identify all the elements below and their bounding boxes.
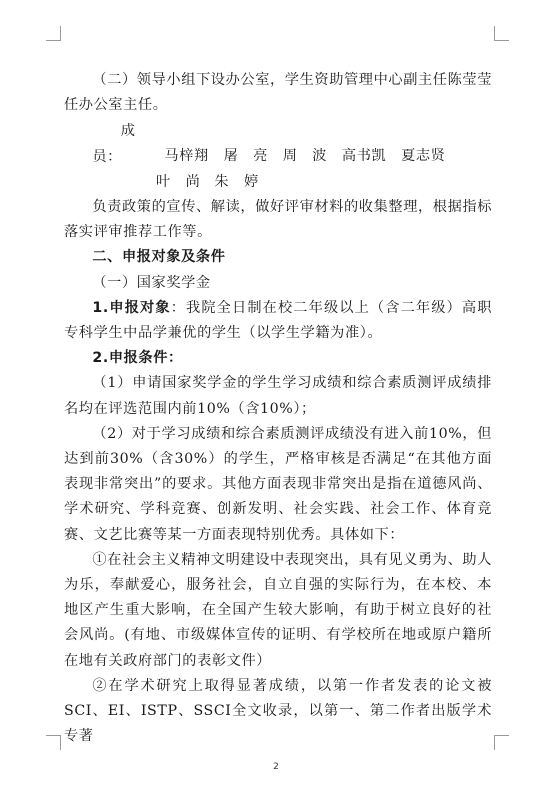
members-label: 成 员： (92, 123, 151, 165)
member-name: 马梓翔 (164, 148, 209, 165)
item-1: ①在社会主义精神文明建设中表现突出，具有见义勇为、助人为乐，奉献爱心，服务社会，自立自强的实际行为，在本校、本地区产生重大影响，在全国产生较大影响，有助于树立良好的社会风尚。(有地、市级媒体宣传的证明、有学校所在地或原户籍所在地有关政府部门的表彰文件） (64, 551, 492, 669)
crop-mark-bottom-left (46, 735, 61, 750)
member-name: 夏志贤 (401, 148, 446, 165)
member-name: 朱 婷 (214, 173, 259, 190)
member-name: 高书凯 (341, 148, 387, 165)
member-name: 叶 尚 (156, 173, 201, 190)
conditions-heading (64, 346, 492, 371)
document-body (64, 68, 492, 749)
office-paragraph: （二）领导小组下设办公室，学生资助管理中心副主任陈莹莹任办公室主任。 (64, 72, 492, 114)
members-line (64, 119, 492, 169)
subsection-heading: （一）国家奖学金 (92, 274, 211, 291)
crop-mark-bottom-right (494, 735, 509, 750)
crop-mark-top-right (494, 26, 509, 41)
conditions-label: 2.申报条件 (92, 350, 169, 367)
condition-2: （2）对于学习成绩和综合素质测评成绩没有进入前10%，但达到前30%（含30%）的学生，严格审核是否满足“在其他方面表现非常突出”的要求。其他方面表现非常突出是指在道德风尚、学术研究、学科竞赛、创新发明、社会实践、社会工作、体育竞赛、文艺比赛等某一方面表现特别优秀。具体如下： (64, 425, 492, 543)
conditions-colon: ： (168, 350, 183, 367)
duty-paragraph: 负责政策的宣传、解读，做好评审材料的收集整理，根据指标落实评审推荐工作等。 (64, 199, 492, 241)
target-text: ：我院全日制在校二年级以上（含二年级）高职专科学生中品学兼优的学生（以学生学籍为准）。 (64, 299, 492, 342)
crop-mark-top-left (46, 26, 61, 41)
target-paragraph (64, 296, 492, 346)
target-label: 1.申报对象 (92, 299, 171, 316)
condition-1: （1）申请国家奖学金的学生学习成绩和综合素质测评成绩排名均在评选范围内前10%（含10%）； (64, 375, 492, 417)
page-number: 2 (273, 762, 279, 772)
member-name: 屠 亮 (223, 148, 268, 165)
members-line-2 (64, 170, 492, 195)
section-heading: 二、申报对象及条件 (92, 249, 226, 266)
item-2: ②在学术研究上取得显著成绩，以第一作者发表的论文被SCI、EI、ISTP、SSCI全文收录，以第一、第二作者出版学术专著 (64, 677, 492, 745)
member-name: 周 波 (282, 148, 328, 165)
